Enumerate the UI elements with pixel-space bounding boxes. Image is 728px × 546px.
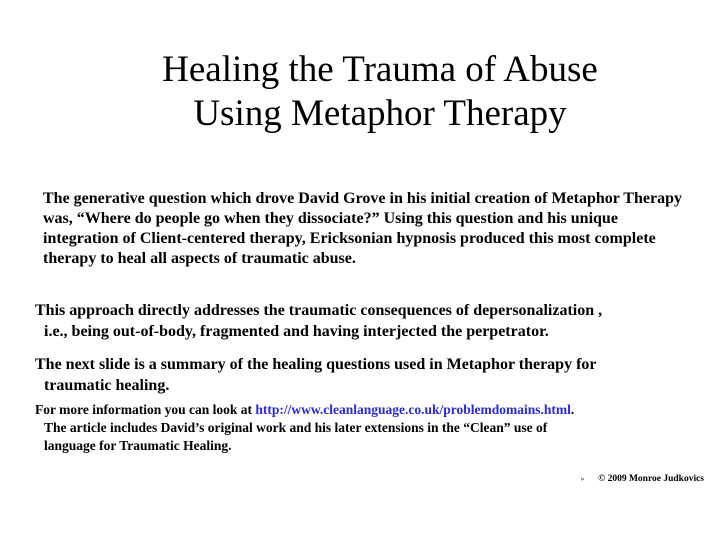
title-line-2: Using Metaphor Therapy — [193, 93, 567, 134]
generative-question-paragraph: The generative question which drove David Grove in his initial creation of Metaphor Therapy was, “Where do people go when they dissociate?” Using this question and his unique integration of Client-centered therapy, Ericksonian hypnosis produced this most complete therapy to heal all aspects of traumatic abuse. — [43, 190, 682, 267]
more-info-prefix: For more information you can look at — [35, 402, 256, 417]
clean-language-link[interactable]: http://www.cleanlanguage.co.uk/problemdomains.html — [255, 402, 571, 417]
more-info-line-3: language for Traumatic Healing. — [44, 438, 232, 453]
copyright-text: © 2009 Monroe Judkovics — [598, 474, 704, 484]
slide-title — [60, 48, 700, 136]
next-slide-line-1: The next slide is a summary of the healing questions used in Metaphor therapy for — [35, 356, 597, 373]
footer — [581, 474, 704, 484]
more-info-line-2: The article includes David’s original work and his later extensions in the “Clean” use of — [44, 420, 548, 435]
bullet-icon: » — [580, 475, 585, 483]
more-info-period: . — [570, 402, 575, 417]
approach-line-2: i.e., being out-of-body, fragmented and having interjected the perpetrator. — [44, 322, 549, 340]
more-info-line-1 — [35, 401, 705, 419]
approach-paragraph — [35, 301, 695, 342]
more-info-paragraph — [35, 401, 705, 455]
approach-line-1: This approach directly addresses the traumatic consequences of depersonalization , — [35, 302, 603, 319]
next-slide-line-2: traumatic healing. — [44, 376, 170, 394]
next-slide-paragraph — [35, 355, 695, 396]
title-line-1: Healing the Trauma of Abuse — [162, 49, 598, 90]
